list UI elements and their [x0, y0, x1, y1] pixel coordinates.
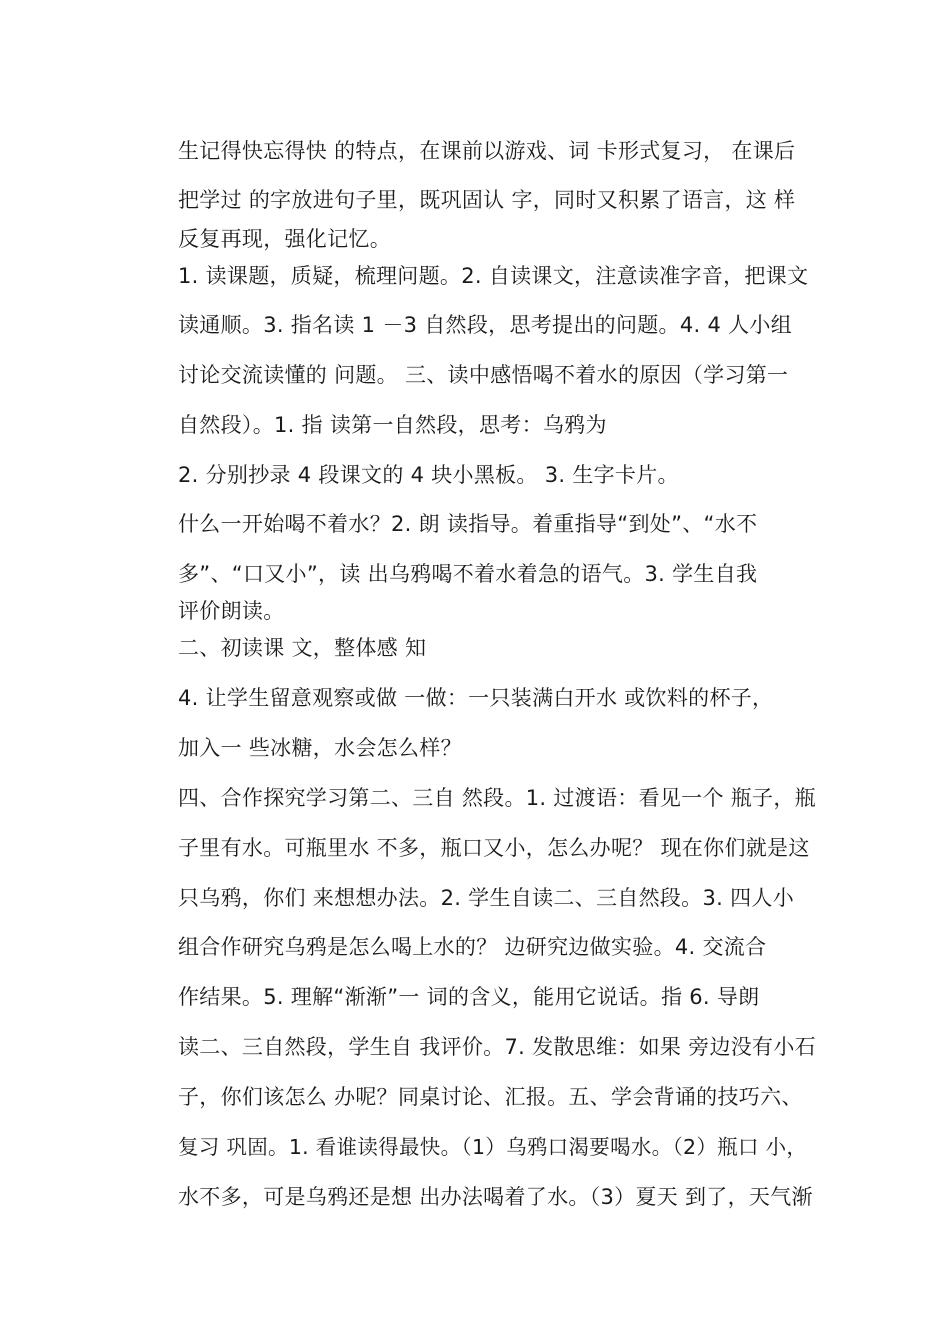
text-line: 自然段）。1. 指 读第一自然段，思考：乌鸦为 [178, 413, 607, 437]
text-line: 什么一开始喝不着水？2. 朗 读指导。着重指导“到处”、“水不 [178, 512, 758, 536]
text-line: 作结果。5. 理解“渐渐”一 词的含义，能用它说话。指 6. 导朗 [178, 985, 760, 1009]
text-line: 加入一 些冰糖，水会怎么样？ [178, 736, 462, 760]
text-line: 把学过 的字放进句子里，既巩固认 字，同时又积累了语言，这 样 [178, 188, 796, 212]
text-line: 2. 分别抄录 4 段课文的 4 块小黑板。 3. 生字卡片。 [178, 463, 679, 487]
text-line: 读二、三自然段，学生自 我评价。7. 发散思维：如果 旁边没有小石 [178, 1035, 816, 1059]
text-line: 1. 读课题，质疑，梳理问题。2. 自读课文，注意读准字音，把课文 [178, 264, 809, 288]
text-line: 复习 巩固。1. 看谁读得最快。（1）乌鸦口渴要喝水。（2）瓶口 小， [178, 1135, 808, 1159]
text-line: 水不多，可是乌鸦还是想 出办法喝着了水。（3）夏天 到了，天气渐 [178, 1185, 813, 1209]
text-line: 反复再现，强化记忆。 [178, 227, 391, 251]
text-line: 组合作研究乌鸦是怎么喝上水的？ 边研究边做实验。4. 交流合 [178, 935, 767, 959]
text-line: 子里有水。可瓶里水 不多，瓶口又小，怎么办呢？ 现在你们就是这 [178, 836, 810, 860]
text-line: 多”、“口又小”，读 出乌鸦喝不着水着急的语气。3. 学生自我 [178, 562, 758, 586]
text-line: 读通顺。3. 指名读 1 －3 自然段，思考提出的问题。4. 4 人小组 [178, 313, 793, 337]
text-line: 评价朗读。 [178, 599, 285, 623]
text-line: 只乌鸦，你们 来想想办法。2. 学生自读二、三自然段。3. 四人小 [178, 886, 794, 910]
text-line: 子，你们该怎么 办呢？同桌讨论、汇报。五、学会背诵的技巧六、 [178, 1085, 803, 1109]
text-line: 讨论交流读懂的 问题。 三、读中感悟喝不着水的原因（学习第一 [178, 363, 789, 387]
section-heading: 二、初读课 文，整体感 知 [178, 636, 427, 660]
text-line: 4. 让学生留意观察或做 一做：一只装满白开水 或饮料的杯子， [178, 686, 774, 710]
text-line: 生记得快忘得快 的特点，在课前以游戏、词 卡形式复习， 在课后 [178, 139, 796, 163]
text-line: 四、合作探究学习第二、三自 然段。1. 过渡语：看见一个 瓶子，瓶 [178, 786, 816, 810]
